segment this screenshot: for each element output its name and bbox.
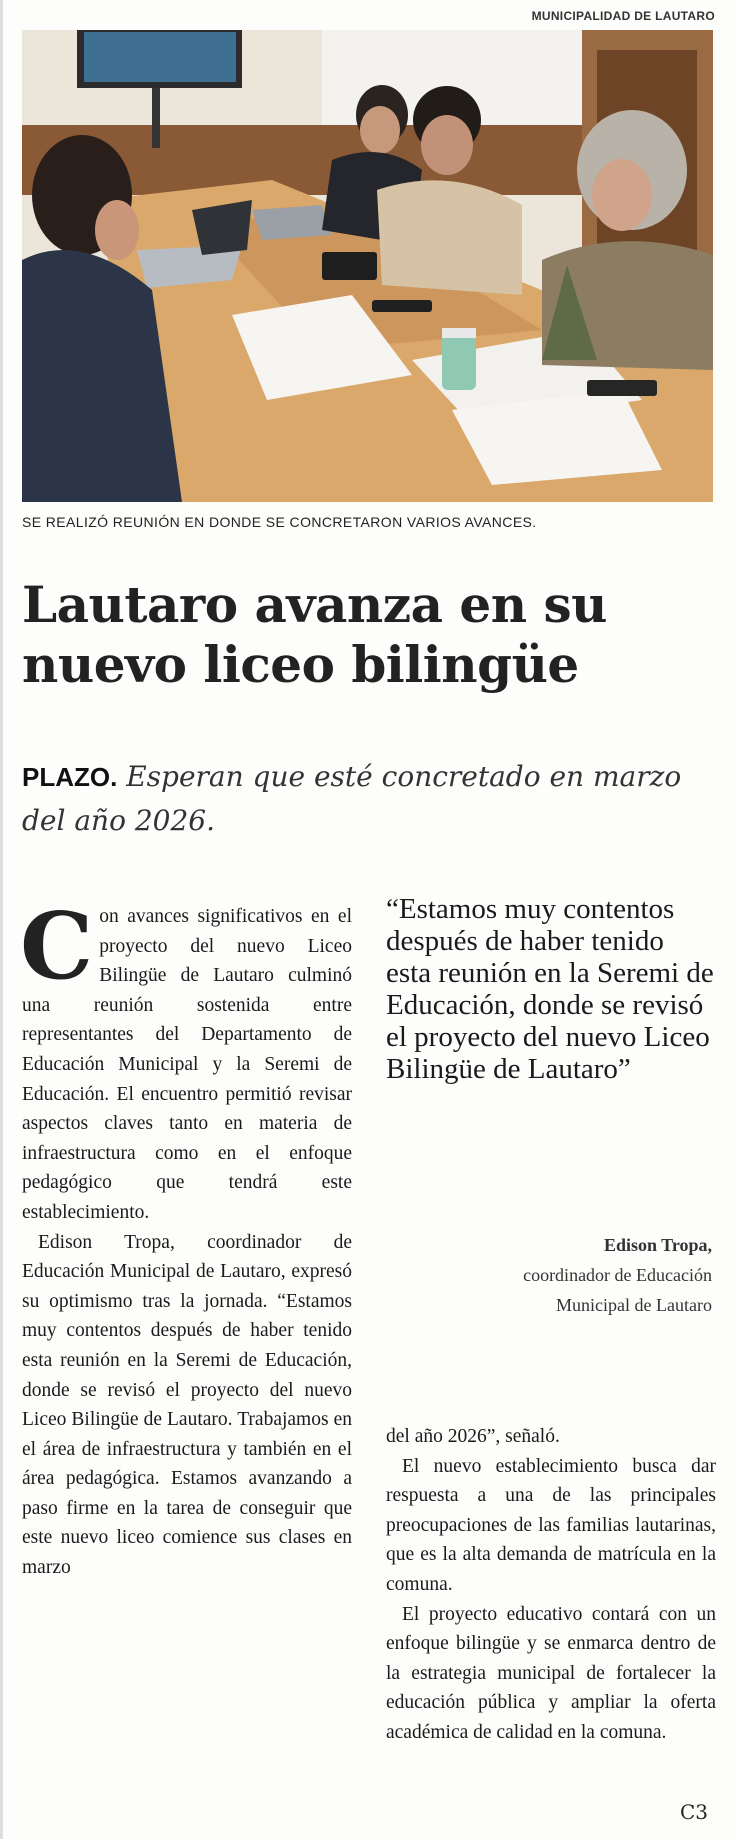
photo-caption: SE REALIZÓ REUNIÓN EN DONDE SE CONCRETARON VARIOS AVANCES. [22,514,537,530]
section-label: MUNICIPALIDAD DE LAUTARO [531,9,715,23]
subhead-kicker: PLAZO. [22,762,118,792]
headline-line-1: Lautaro avanza en su [22,575,607,634]
article-headline [22,575,722,695]
pull-quote: “Estamos muy contentos después de haber tenido esta reunión en la Seremi de Educación, donde se revisó el proyecto del nuevo Liceo Bilingüe de Lautaro” [386,893,714,1085]
article-column-left [20,892,352,1583]
paragraph-4: El proyecto educativo contará con un enfoque bilingüe y se enmarca dentro de la estrategia municipal de fortalecer la educación pública y ampliar la oferta académica de calidad en la comuna. [386,1603,716,1743]
paragraph-3: El nuevo establecimiento busca dar respuesta a una de las principales preocupaciones de las familias lautarinas, que es la alta demanda de matrícula en la comuna. [386,1455,716,1595]
quote-author-role-line-1: coordinador de Educación [523,1265,712,1285]
article-subhead [22,755,722,843]
meeting-photo [22,30,713,502]
quote-author-role-line-2: Municipal de Lautaro [556,1295,712,1315]
headline-line-2: nuevo liceo bilingüe [22,635,579,694]
drop-cap: C [20,892,94,1000]
quote-attribution [386,1230,712,1320]
paragraph-1 [20,892,352,1228]
article-column-right [386,1422,716,1748]
page-border [0,0,3,1839]
end-of-article-mark: C3 [680,1800,709,1824]
quote-author-name: Edison Tropa, [603,1235,712,1255]
paragraph-1-text: on avances significativos en el proyecto del nuevo Liceo Bilingüe de Lautaro culminó una reunión sostenida entre representantes del Departamento de Educación Municipal y la Seremi de Educación. El encuentro permitió revisar aspectos claves tanto en materia de infraestructura como en el enfoque pedagógico que tendrá este establecimiento. [22,906,352,1223]
subhead-deck: Esperan que esté concretado en marzo del año 2026. [22,760,682,837]
paragraph-2-continued: del año 2026”, señaló. [386,1426,560,1447]
paragraph-2: Edison Tropa, coordinador de Educación Municipal de Lautaro, expresó su optimismo tras la jornada. “Estamos muy contentos después de haber tenido esta reunión en la Seremi de Educación, donde se revisó el proyecto del nuevo Liceo Bilingüe de Lautaro. Trabajamos en el área de infraestructura y también en el área pedagógica. Estamos avanzando a paso firme en la tarea de conseguir que este nuevo liceo comience sus clases en marzo [22,1231,352,1579]
